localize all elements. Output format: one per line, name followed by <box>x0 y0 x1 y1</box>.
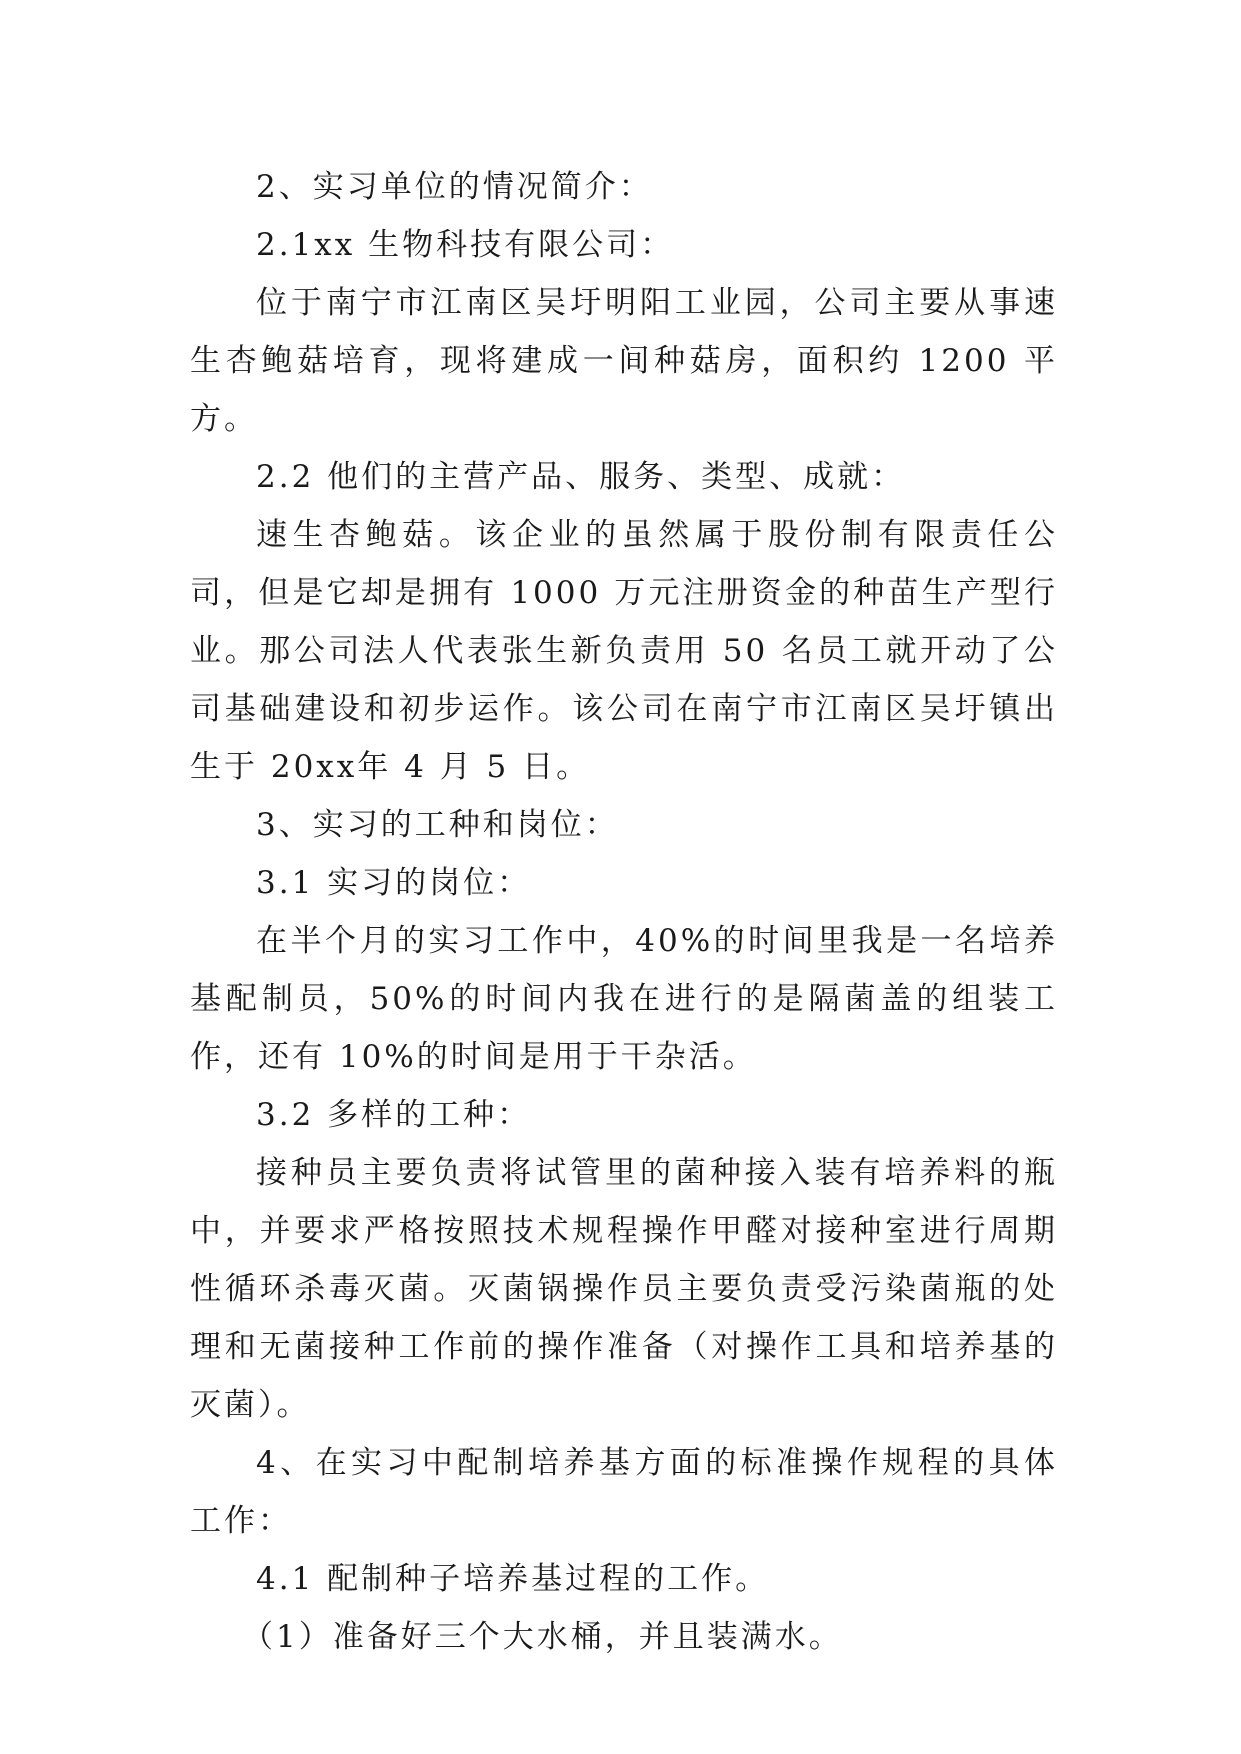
subsection-heading-3-2: 3.2 多样的工种： <box>256 1097 532 1133</box>
internship-position-paragraph: 在半个月的实习工作中，40%的时间里我是一名培养基配制员，50%的时间内我在进行的是隔菌盖的组装工作，还有 10%的时间是用于干杂活。 <box>190 923 1058 1075</box>
section-heading-4: 4、在实习中配制培养基方面的标准操作规程的具体工作： <box>190 1445 1058 1539</box>
section-heading-3: 3、实习的工种和岗位： <box>256 807 619 843</box>
subsection-heading-3-1: 3.1 实习的岗位： <box>256 865 532 901</box>
job-types-paragraph: 接种员主要负责将试管里的菌种接入装有培养料的瓶中，并要求严格按照技术规程操作甲醛对接种室进行周期性循环杀毒灭菌。灭菌锅操作员主要负责受污染菌瓶的处理和无菌接种工作前的操作准备（对操作工具和培养基的灭菌）。 <box>190 1155 1058 1423</box>
document-body <box>190 158 1058 1666</box>
subsection-heading-2-1: 2.1xx 生物科技有限公司： <box>256 227 675 263</box>
subsection-heading-2-2: 2.2 他们的主营产品、服务、类型、成就： <box>256 459 906 495</box>
subsection-heading-4-1: 4.1 配制种子培养基过程的工作。 <box>256 1561 770 1597</box>
step-1-paragraph: （1）准备好三个大水桶，并且装满水。 <box>242 1619 843 1655</box>
company-products-paragraph: 速生杏鲍菇。该企业的虽然属于股份制有限责任公司，但是它却是拥有 1000 万元注册资金的种苗生产型行业。那公司法人代表张生新负责用 50 名员工就开动了公司基础建设和初步运作。该公司在南宁市江南区吴圩镇出生于 20xx年 4 月 5 日。 <box>190 517 1058 785</box>
company-location-paragraph: 位于南宁市江南区吴圩明阳工业园，公司主要从事速生杏鲍菇培育，现将建成一间种菇房，面积约 1200 平方。 <box>190 285 1058 437</box>
section-heading-2: 2、实习单位的情况简介： <box>256 169 653 205</box>
